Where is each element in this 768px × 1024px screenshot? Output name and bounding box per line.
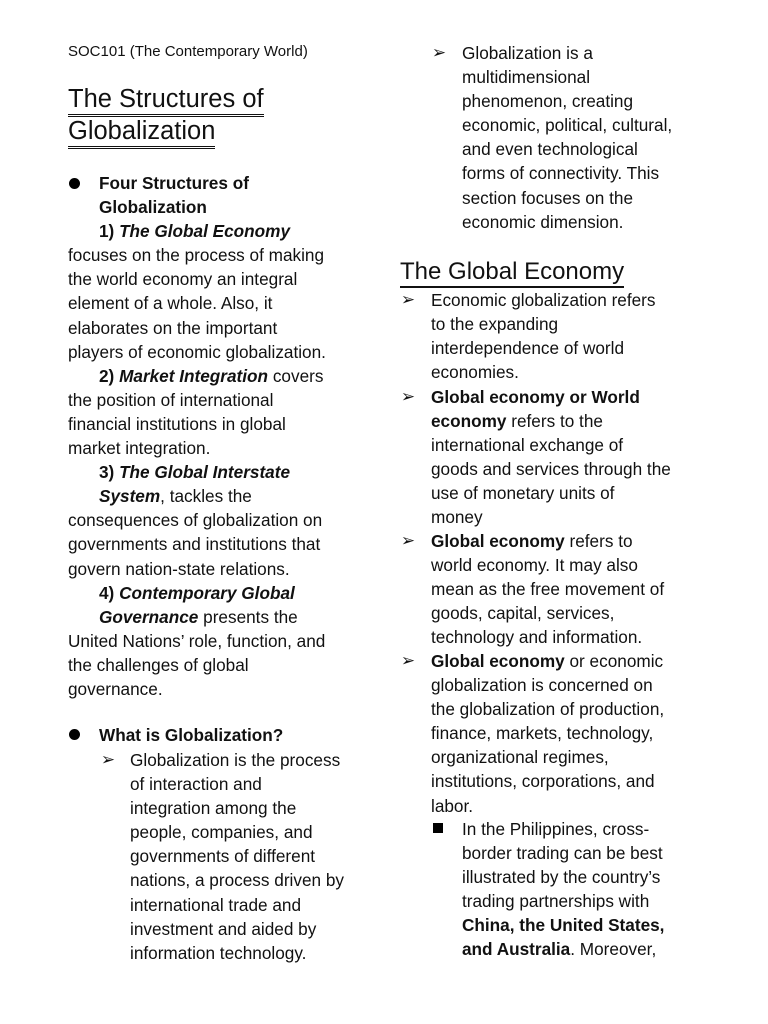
square-bullet-icon — [433, 823, 443, 833]
arrow-bullet-icon: ➢ — [400, 290, 416, 310]
economic-globalization-production-bullet: Global economy or economic globalization is concerned on the globalization of production, finance, markets, technology, organizational regimes, institutions, corporations, and labor. — [431, 651, 665, 816]
global-economy-free-movement-bullet: Global economy refers to world economy. It may also mean as the free movement of goods, capital, services, technology and information. — [431, 531, 665, 648]
course-label: SOC101 (The Contemporary World) — [68, 43, 308, 60]
philippines-trade-subbullet: In the Philippines, cross- border trading can be best illustrated by the country’s trading partnerships with China, the United States, and Australia. Moreover, — [462, 819, 665, 960]
structure-item-3: 3) The Global Interstate — [99, 462, 291, 483]
page-title-line2: Globalization — [68, 117, 215, 149]
four-structures-section: Four Structures of Globalization 1) The Global Economy focuses on the process of making the world economy an integral element of a whole. Also, it elaborates on the important players of economic globalization. 2) Market Integration covers the position of international financial institutions in global market integration. 3) The Global Interstate System, tackles the consequences of globalization on governments and institutions that govern nation-state relations. 4) Contemporary Global Governance presents the United Nations’ role, function, and the challenges of global governance. — [68, 173, 326, 699]
page-title-line1: The Structures of — [68, 85, 264, 117]
multidimensional-bullet: Globalization is a multidimensional phenomenon, creating economic, political, cultural, and even technological forms of connectivity. This section focuses on the economic dimension. — [462, 43, 673, 232]
what-is-globalization-heading: What is Globalization? — [99, 725, 284, 745]
section-heading-global-economy: The Global Economy — [400, 258, 624, 288]
page-title — [68, 85, 264, 149]
structure-item-2: 2) Market Integration covers — [99, 365, 324, 386]
bullet-dot-icon — [69, 729, 80, 740]
arrow-bullet-icon: ➢ — [400, 651, 416, 671]
arrow-bullet-icon: ➢ — [100, 750, 116, 770]
structure-item-4: 4) Contemporary Global — [99, 582, 295, 603]
structure-item-1: 1) The Global Economy — [99, 221, 291, 242]
four-structures-heading: Four Structures of — [99, 173, 249, 193]
arrow-bullet-icon: ➢ — [400, 531, 416, 551]
arrow-bullet-icon: ➢ — [400, 387, 416, 407]
economic-globalization-bullet: Economic globalization refers to the expanding interdependence of world economies. — [431, 290, 656, 383]
what-is-globalization-bullet: Globalization is the process of interaction and integration among the people, companies, and governments of different nations, a process driven by international trade and investment and aided by information technology. — [130, 750, 345, 963]
world-economy-bullet: Global economy or World economy refers to the international exchange of goods and services through the use of monetary units of money — [431, 387, 671, 528]
arrow-bullet-icon: ➢ — [431, 43, 447, 63]
